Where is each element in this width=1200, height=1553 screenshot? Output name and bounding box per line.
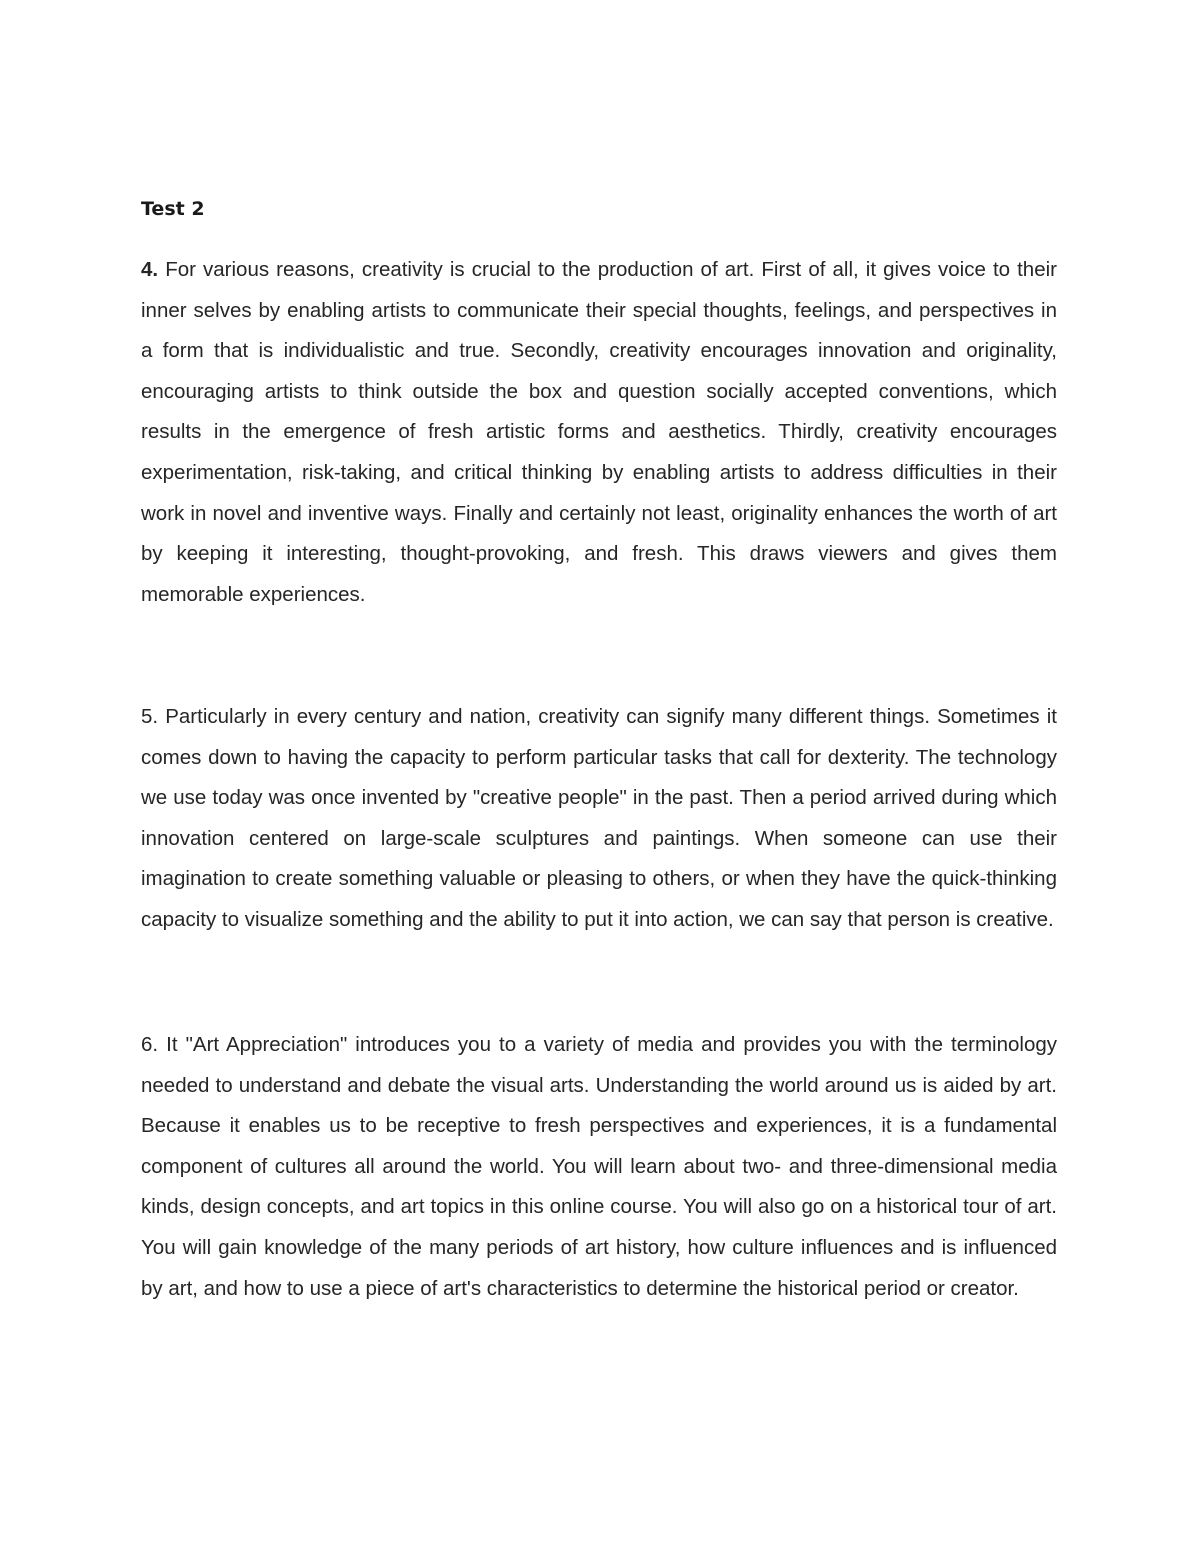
paragraph-number: 6. [141, 1033, 159, 1056]
paragraph-text: It "Art Appreciation" introduces you to a variety of media and provides you with the terminology needed to understand and debate the visual arts. Understanding the world around us is aided by art. Because it enables us to be receptive to fresh perspectives and experiences, it is a fundamental component of cultures all around the world. You will learn about two- and three-dimensional media kinds, design concepts, and art topics in this online course. You will also go on a historical tour of art. You will gain knowledge of the many periods of art history, how culture influences and is influenced by art, and how to use a piece of art's characteristics to determine the historical period or creator. [141, 1033, 1057, 1300]
document-title: Test 2 [141, 198, 205, 220]
paragraph-text: For various reasons, creativity is crucial to the production of art. First of all, it gives voice to their inner selves by enabling artists to communicate their special thoughts, feelings, and perspectives in a form that is individualistic and true. Secondly, creativity encourages innovation and originality, encouraging artists to think outside the box and question socially accepted conventions, which results in the emergence of fresh artistic forms and aesthetics. Thirdly, creativity encourages experimentation, risk-taking, and critical thinking by enabling artists to address difficulties in their work in novel and inventive ways. Finally and certainly not least, originality enhances the worth of art by keeping it interesting, thought-provoking, and fresh. This draws viewers and gives them memorable experiences. [141, 258, 1057, 606]
paragraph-6 [141, 1025, 1057, 1309]
paragraph-4 [141, 250, 1057, 615]
paragraph-number: 5. [141, 705, 159, 728]
paragraph-number: 4. [141, 258, 159, 281]
paragraph-text: Particularly in every century and nation, creativity can signify many different things. Sometimes it comes down to having the capacity to perform particular tasks that call for dexterity. The technology we use today was once invented by "creative people" in the past. Then a period arrived during which innovation centered on large-scale sculptures and paintings. When someone can use their imagination to create something valuable or pleasing to others, or when they have the quick-thinking capacity to visualize something and the ability to put it into action, we can say that person is creative. [141, 705, 1057, 931]
paragraph-5 [141, 697, 1057, 941]
